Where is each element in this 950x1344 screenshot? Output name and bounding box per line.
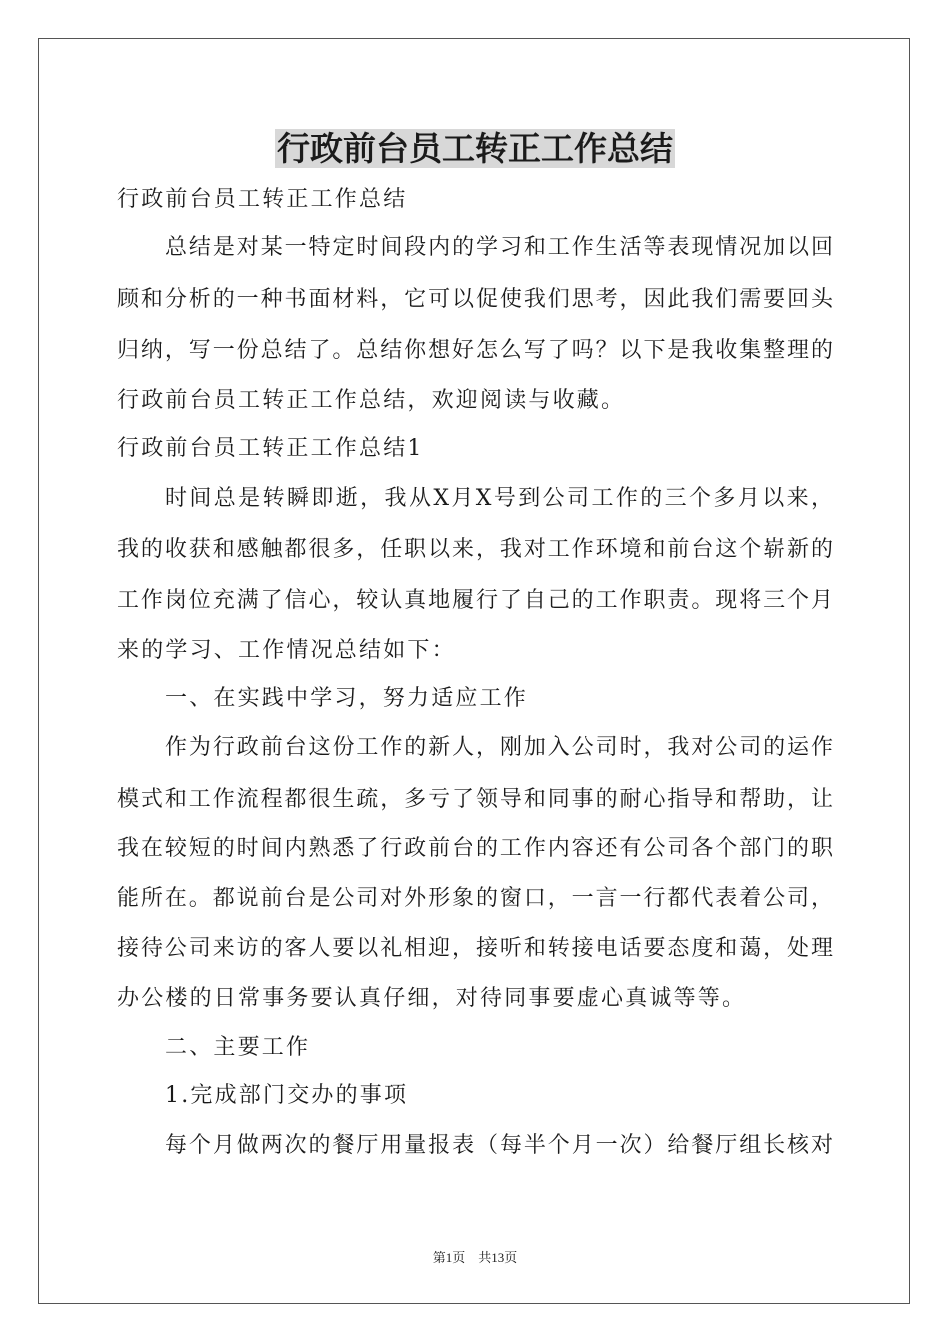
document-title: 行政前台员工转正工作总结 <box>277 129 673 168</box>
paragraph-line: 顾和分析的一种书面材料，它可以促使我们思考，因此我们需要回头 <box>117 287 833 312</box>
paragraph-line: 接待公司来访的客人要以礼相迎，接听和转接电话要态度和蔼，处理 <box>117 936 833 961</box>
paragraph-line: 办公楼的日常事务要认真仔细，对待同事要虚心真诚等等。 <box>117 986 747 1011</box>
subheading: 一、在实践中学习，努力适应工作 <box>165 686 529 711</box>
paragraph-line: 能所在。都说前台是公司对外形象的窗口，一言一行都代表着公司， <box>117 886 833 911</box>
paragraph-line: 总结是对某一特定时间段内的学习和工作生活等表现情况加以回 <box>165 235 833 260</box>
subheading: 二、主要工作 <box>165 1035 311 1060</box>
paragraph-line: 我在较短的时间内熟悉了行政前台的工作内容还有公司各个部门的职 <box>117 836 833 861</box>
paragraph-line: 我的收获和感触都很多，任职以来，我对工作环境和前台这个崭新的 <box>117 537 833 562</box>
subtitle-line: 行政前台员工转正工作总结 <box>117 187 408 212</box>
paragraph-line: 工作岗位充满了信心，较认真地履行了自己的工作职责。现将三个月 <box>117 588 833 613</box>
paragraph-line: 来的学习、工作情况总结如下： <box>117 638 456 663</box>
paragraph-line: 作为行政前台这份工作的新人，刚加入公司时，我对公司的运作 <box>165 735 833 760</box>
paragraph-line: 模式和工作流程都很生疏，多亏了领导和同事的耐心指导和帮助，让 <box>117 787 833 812</box>
page-border <box>38 38 910 1304</box>
paragraph-line: 归纳，写一份总结了。总结你想好怎么写了吗？以下是我收集整理的 <box>117 338 833 363</box>
paragraph-line: 时间总是转瞬即逝，我从X月X号到公司工作的三个多月以来， <box>165 486 833 511</box>
page-number-footer: 第1页 共13页 <box>432 1250 518 1265</box>
paragraph-line: 行政前台员工转正工作总结，欢迎阅读与收藏。 <box>117 388 626 413</box>
paragraph-line: 每个月做两次的餐厅用量报表（每半个月一次）给餐厅组长核对 <box>165 1133 833 1158</box>
section-heading: 行政前台员工转正工作总结1 <box>117 436 424 461</box>
subheading: 1.完成部门交办的事项 <box>165 1083 409 1108</box>
